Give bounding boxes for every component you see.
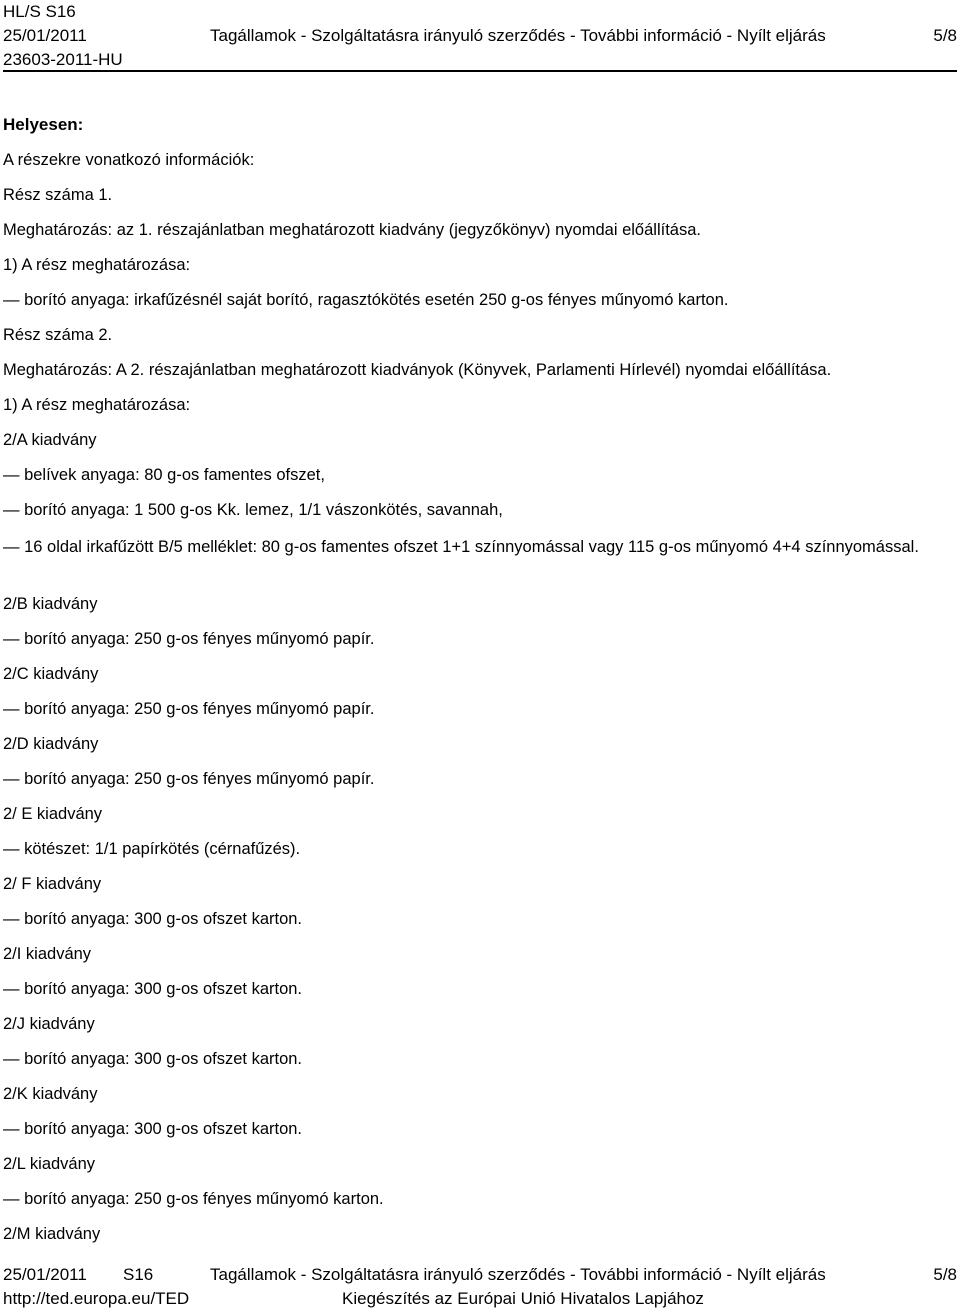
page-footer — [3, 1263, 957, 1311]
text-line: — borító anyaga: 250 g-os fényes műnyomó papír. — [3, 770, 375, 788]
text-line-wrapped: — 16 oldal irkafűzött B/5 melléklet: 80 g-os famentes ofszet 1+1 színnyomással vagy 115 g-os műnyomó 4+4 színnyomással. — [3, 538, 919, 556]
footer-date: 25/01/2011 — [3, 1265, 87, 1284]
text-line: — borító anyaga: 1 500 g-os Kk. lemez, 1/1 vászonkötés, savannah, — [3, 501, 503, 519]
text-line: — kötészet: 1/1 papírkötés (cérnafűzés). — [3, 840, 301, 858]
header-row-main — [3, 24, 957, 48]
text-line: Rész száma 1. — [3, 186, 113, 204]
header-reference: 23603-2011-HU — [3, 50, 123, 69]
text-line: 2/C kiadvány — [3, 665, 99, 683]
text-line: 2/B kiadvány — [3, 595, 98, 613]
header-row-ref — [3, 48, 957, 72]
footer-row-sub — [3, 1287, 957, 1311]
text-line: 2/I kiadvány — [3, 945, 92, 963]
footer-subtitle: Kiegészítés az Európai Unió Hivatalos Lapjához — [342, 1289, 704, 1308]
text-line: — borító anyaga: 300 g-os ofszet karton. — [3, 910, 303, 928]
text-line: 2/A kiadvány — [3, 431, 97, 449]
text-line: Meghatározás: az 1. részajánlatban meghatározott kiadvány (jegyzőkönyv) nyomdai előállítása. — [3, 221, 701, 239]
footer-title: Tagállamok - Szolgáltatásra irányuló szerződés - További információ - Nyílt eljárás — [210, 1265, 826, 1284]
text-line: — borító anyaga: 300 g-os ofszet karton. — [3, 1050, 303, 1068]
header-series: HL/S S16 — [3, 2, 76, 21]
text-line: A részekre vonatkozó információk: — [3, 151, 255, 169]
header-row-series — [3, 0, 957, 24]
footer-row-main — [3, 1263, 957, 1287]
text-line: — borító anyaga: 250 g-os fényes műnyomó karton. — [3, 1190, 384, 1208]
text-line: — borító anyaga: 300 g-os ofszet karton. — [3, 1120, 303, 1138]
text-line: Meghatározás: A 2. részajánlatban meghatározott kiadványok (Könyvek, Parlamenti Hírlevél) nyomdai előállítása. — [3, 361, 832, 379]
text-line: 1) A rész meghatározása: — [3, 256, 191, 274]
text-line: 2/ E kiadvány — [3, 805, 103, 823]
text-line: 1) A rész meghatározása: — [3, 396, 191, 414]
text-line: — borító anyaga: 250 g-os fényes műnyomó papír. — [3, 630, 375, 648]
text-line: 2/D kiadvány — [3, 735, 99, 753]
footer-url-link[interactable]: http://ted.europa.eu/TED — [3, 1289, 190, 1308]
header-title: Tagállamok - Szolgáltatásra irányuló szerződés - További információ - Nyílt eljárás — [210, 26, 826, 45]
text-line: 2/L kiadvány — [3, 1155, 96, 1173]
footer-series: S16 — [123, 1265, 154, 1284]
header-page-number: 5/8 — [933, 26, 957, 45]
text-line: 2/J kiadvány — [3, 1015, 95, 1033]
header-divider — [3, 70, 957, 72]
section-heading: Helyesen: — [3, 115, 84, 134]
text-line: — borító anyaga: 300 g-os ofszet karton. — [3, 980, 303, 998]
text-line: Rész száma 2. — [3, 326, 113, 344]
text-line: 2/K kiadvány — [3, 1085, 98, 1103]
text-line: — belívek anyaga: 80 g-os famentes ofszet, — [3, 466, 325, 484]
page-header — [3, 0, 957, 72]
footer-page-number: 5/8 — [933, 1265, 957, 1284]
text-line: — borító anyaga: irkafűzésnél saját borító, ragasztókötés esetén 250 g-os fényes műnyomó karton. — [3, 291, 729, 309]
text-line: 2/M kiadvány — [3, 1225, 101, 1243]
header-date: 25/01/2011 — [3, 26, 87, 45]
text-line: 2/ F kiadvány — [3, 875, 102, 893]
text-line: — borító anyaga: 250 g-os fényes műnyomó papír. — [3, 700, 375, 718]
document-body — [3, 115, 957, 1259]
